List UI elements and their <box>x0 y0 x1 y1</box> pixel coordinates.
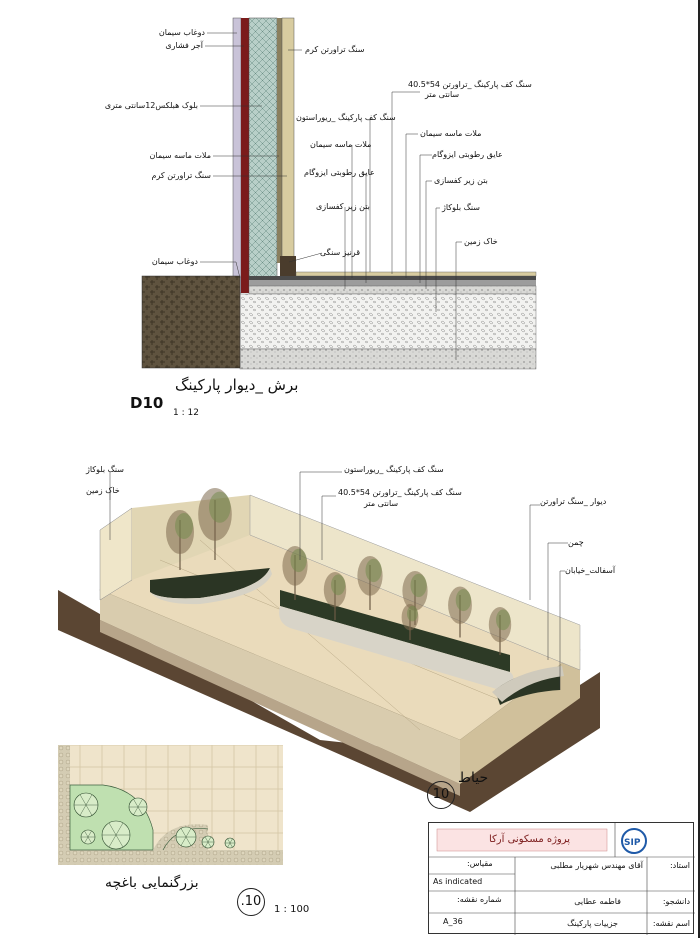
label-skirting: قرنیز سنگی <box>320 248 361 257</box>
label-travertine-floor: سنگ کف پارکینگ _تراورتن 54*40.5 <box>408 80 532 89</box>
sheet-no: A_36 <box>443 917 463 926</box>
label-concrete-mid: بتن زیر کفسازی <box>316 202 370 211</box>
label-hebelex-block: بلوک هبلکس12سانتی متری <box>104 101 198 110</box>
teacher-label: استاد: <box>669 861 690 870</box>
scale-value: As indicated <box>433 877 483 886</box>
label-travertine-left: سنگ تراورتن کرم <box>151 171 211 180</box>
plan-tree-icon <box>225 838 235 848</box>
plan-tree-icon <box>81 830 95 844</box>
section-scale: 1 : 12 <box>173 408 199 418</box>
plan-scale: 1 : 100 <box>274 904 310 915</box>
iso-label-soil: خاک زمین <box>86 486 120 495</box>
sheet-name: جزییات پارکینگ <box>567 919 618 928</box>
label-riverstone: سنگ کف پارکینگ _ریوراستون <box>296 113 396 122</box>
plan-tree-icon <box>202 836 214 848</box>
iso-label-asphalt: آسفالت_خیابان <box>565 566 616 575</box>
label-cement-grout: دوغاب سیمان <box>158 28 205 37</box>
label-mortar-right: ملات ماسه سیمان <box>420 129 482 138</box>
iso-label-travertine: سنگ کف پارکینگ _تراورتن 54*40.5 <box>338 488 462 497</box>
label-mortar-mid: ملات ماسه سیمان <box>310 140 372 149</box>
label-travertine-cream: سنگ تراورتن کرم <box>305 45 365 54</box>
iso-label-grass: چمن <box>568 538 584 547</box>
label-cement-grout-2: دوغاب سیمان <box>151 257 198 266</box>
label-isogam-right: عایق رطوبتی ایزوگام <box>432 150 503 159</box>
plan-tree-icon <box>176 827 196 847</box>
logo-text: SIP <box>624 838 641 848</box>
sip-logo <box>619 827 649 855</box>
iso-title: حیاط <box>458 770 489 786</box>
student-name: فاطمه عطایی <box>574 897 621 906</box>
sheet-name-label: اسم نقشه: <box>652 919 690 928</box>
plan-number: .10 <box>237 888 265 916</box>
iso-label-blockage: سنگ بلوکاژ <box>86 465 124 474</box>
iso-label-cm: سانتی متر <box>364 499 399 508</box>
garden-plan-drawing <box>58 745 283 865</box>
section-code: D10 <box>130 394 164 412</box>
label-mortar-left: ملات ماسه سیمان <box>149 151 211 160</box>
plan-tree-icon <box>102 821 130 849</box>
label-isogam-mid: عایق رطوبتی ایزوگام <box>304 168 375 177</box>
label-soil: خاک زمین <box>464 237 498 246</box>
title-block <box>428 822 694 934</box>
section-title: برش _دیوار پارکینگ <box>175 376 299 394</box>
iso-label-riverstone: سنگ کف پارکینگ _ریوراستون <box>344 465 444 474</box>
iso-label-wall: دیوار _سنگ تراورتن <box>540 497 607 506</box>
project-name: پروژه مسکونی آرکا <box>489 834 571 845</box>
iso-number: 10 <box>427 781 455 809</box>
teacher-name: آقای مهندس شهریار مطلبی <box>550 861 643 870</box>
label-concrete-right: بتن زیر کفسازی <box>434 176 488 185</box>
label-cm-1: سانتی متر <box>425 90 460 99</box>
scale-label: مقیاس: <box>467 859 493 868</box>
label-blockage: سنگ بلوکاژ <box>442 203 480 212</box>
plan-tree-icon <box>74 793 98 817</box>
sheet-no-label: شماره نقشه: <box>457 895 502 904</box>
label-pressed-brick: آجر فشاری <box>165 41 203 50</box>
plan-tree-icon <box>129 798 147 816</box>
plan-title: بزرگنمایی باغچه <box>105 875 199 891</box>
student-label: دانشجو: <box>662 897 690 906</box>
